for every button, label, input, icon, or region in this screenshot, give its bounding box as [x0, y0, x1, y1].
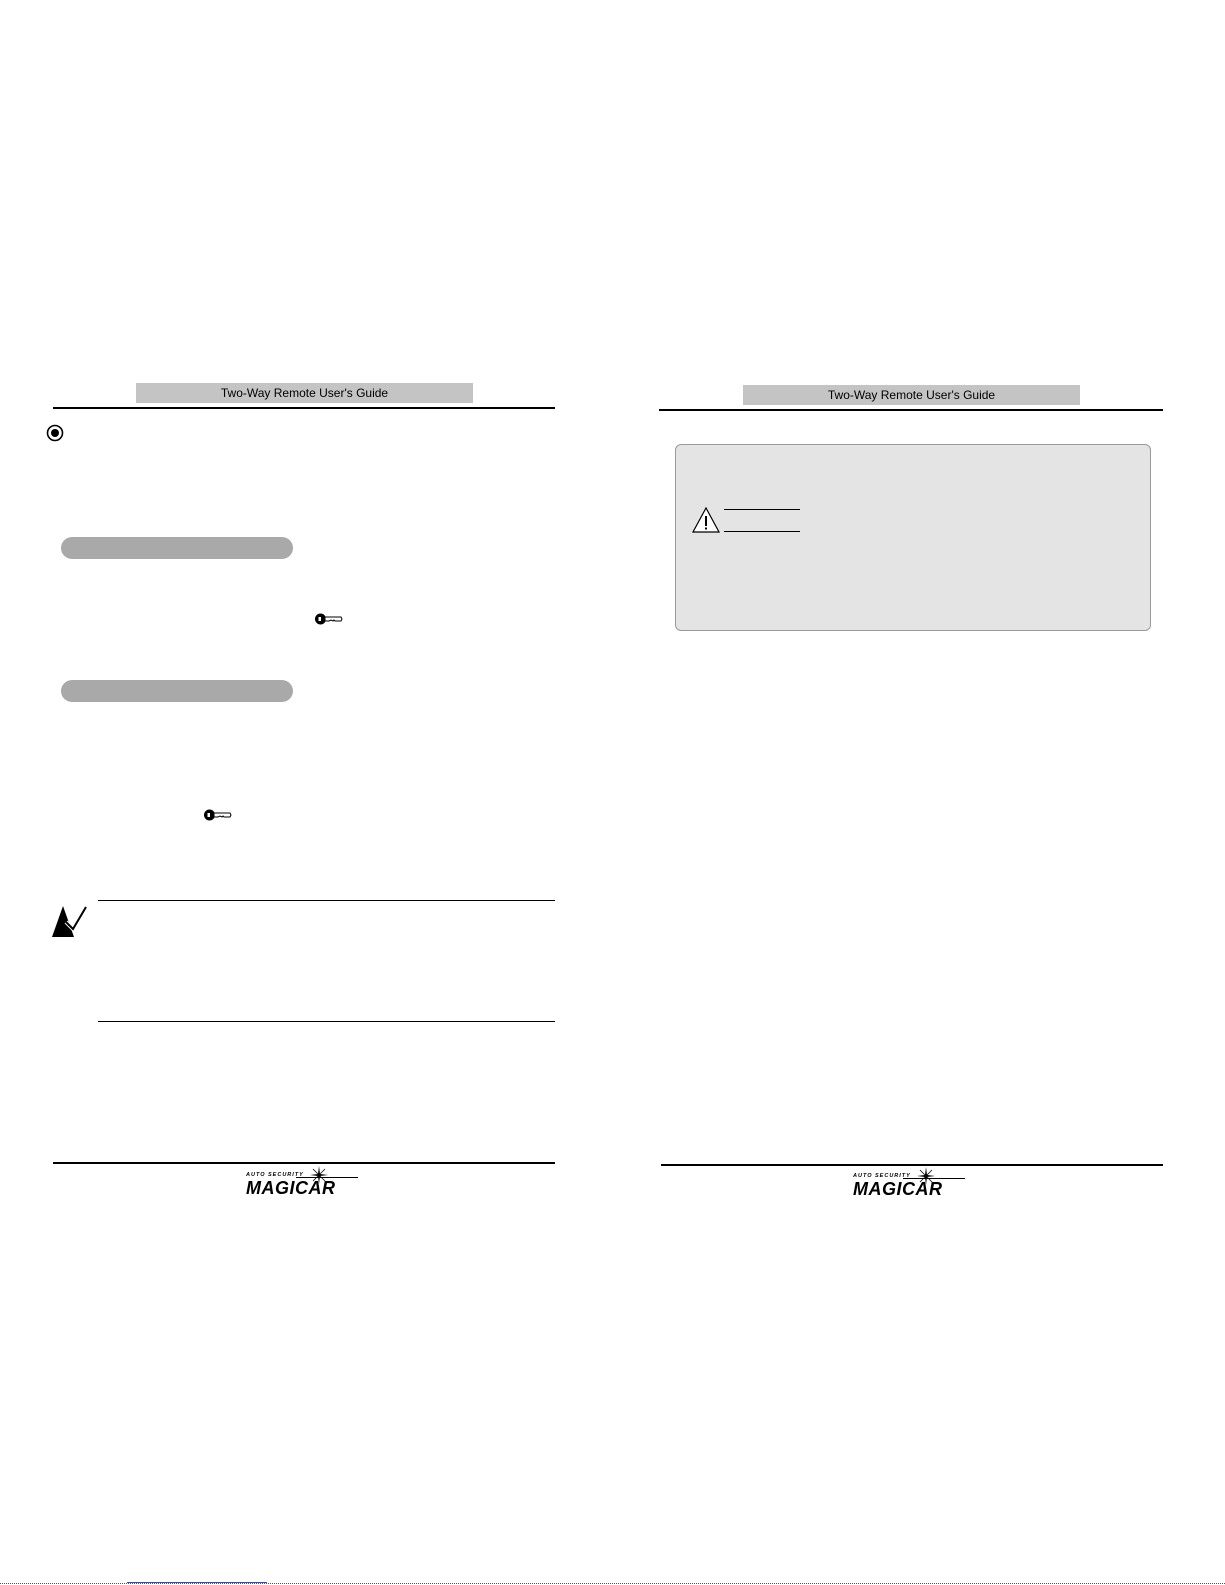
footer-rule	[661, 1164, 1163, 1166]
logo-tagline: AUTO SECURITY	[853, 1173, 911, 1179]
key-icon	[204, 808, 232, 822]
caution-box	[675, 444, 1151, 631]
note-bottom-rule	[98, 1021, 555, 1022]
page-header-title: Two-Way Remote User's Guide	[743, 385, 1080, 405]
header-rule	[53, 407, 555, 409]
caution-heading-underline	[724, 509, 800, 510]
radio-bullet-icon	[46, 424, 64, 442]
note-top-rule	[98, 900, 555, 901]
page-bottom-edge	[0, 1583, 1225, 1584]
section-heading-bar-1	[61, 537, 293, 559]
header-rule	[659, 409, 1163, 411]
magicar-logo	[853, 1171, 983, 1203]
link-underline	[127, 1582, 267, 1583]
note-checkmark-icon	[51, 904, 87, 938]
warning-triangle-icon	[691, 506, 721, 534]
magicar-logo	[246, 1170, 376, 1202]
caution-heading-underline	[724, 531, 800, 532]
right-page	[612, 0, 1225, 1585]
left-page	[0, 0, 612, 1585]
logo-tagline: AUTO SECURITY	[246, 1172, 304, 1178]
logo-wordmark: MAGICAR	[246, 1178, 336, 1198]
key-icon	[315, 612, 343, 626]
footer-rule	[53, 1162, 555, 1164]
section-heading-bar-2	[61, 680, 293, 702]
logo-wordmark: MAGICAR	[853, 1179, 943, 1199]
page-header-title: Two-Way Remote User's Guide	[136, 383, 473, 403]
